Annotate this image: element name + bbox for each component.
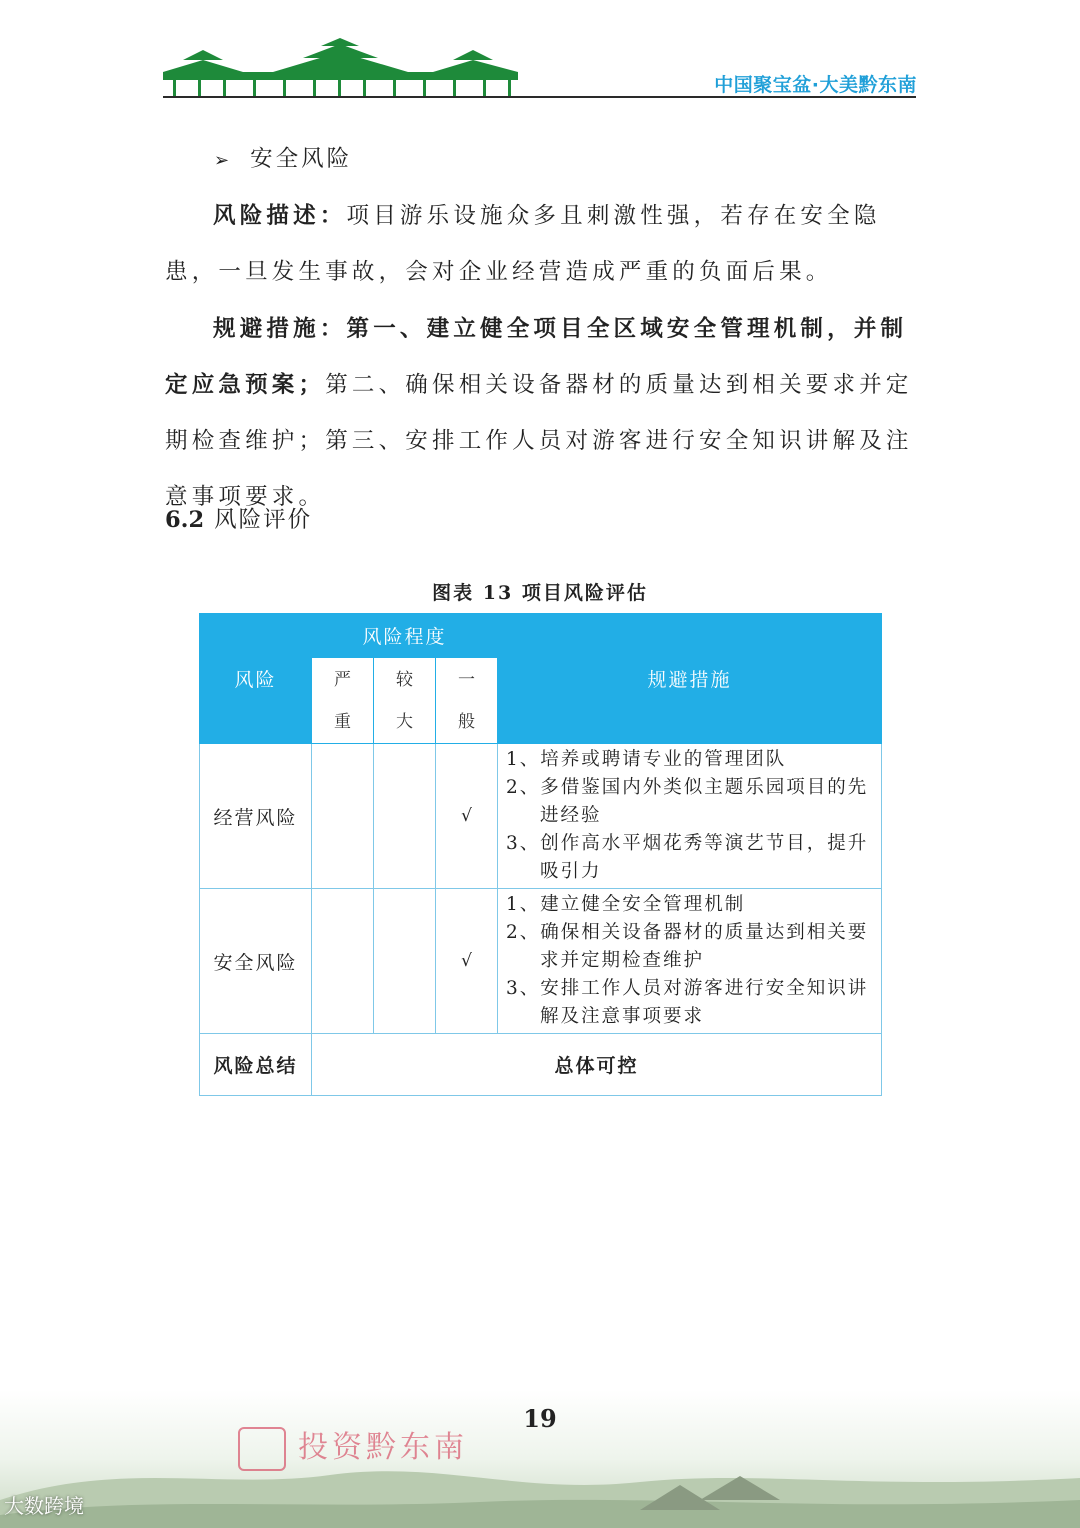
table-caption: 图表 13 项目风险评估 <box>432 582 648 604</box>
section-heading <box>165 502 312 534</box>
risk-measures-text-3: 第三、安排工作人员对游客进行安全知识讲解及注意事项要求。 <box>165 428 913 510</box>
risk-measures-text-2: 第二、确保相关设备器材的质量达到相关要求并定期检查维护； <box>165 372 913 454</box>
page-number: 19 <box>523 1404 557 1433</box>
risk-measures-paragraph <box>165 301 917 525</box>
header-rule <box>163 96 916 98</box>
summary-label: 风险总结 <box>200 1034 312 1096</box>
table-row <box>200 889 882 1034</box>
risk-name: 安全风险 <box>200 889 312 1034</box>
header-measures: 规避措施 <box>498 614 882 744</box>
measure-item: 1、培养或聘请专业的管理团队 <box>506 749 787 770</box>
measure-item: 3、安排工作人员对游客进行安全知识讲解及注意事项要求 <box>506 978 869 1027</box>
severe-mark <box>312 889 374 1034</box>
table-row <box>200 744 882 889</box>
arrow-bullet-icon: ➢ <box>214 150 233 171</box>
risk-description-label: 风险描述： <box>213 203 347 229</box>
risk-measures-text-1: 第一、建立健全项目全区域安全管理机制，并制定应急预案； <box>165 316 908 398</box>
summary-row <box>200 1034 882 1096</box>
measures-cell <box>498 889 882 1034</box>
general-check-mark: √ <box>436 744 498 889</box>
header-slogan: 中国聚宝盆·大美黔东南 <box>714 74 917 96</box>
footer-brand-text: 投资黔东南 <box>298 1430 468 1465</box>
watermark-text: 大数跨境 <box>4 1494 84 1518</box>
risk-bullet-heading <box>214 134 352 186</box>
header-risk-degree: 风险程度 <box>312 614 498 658</box>
measure-item: 2、确保相关设备器材的质量达到相关要求并定期检查维护 <box>506 922 869 971</box>
section-number: 6.2 <box>165 507 205 533</box>
risk-assessment-table <box>199 613 882 1096</box>
measures-cell <box>498 744 882 889</box>
risk-bullet-title: 安全风险 <box>250 146 353 172</box>
watermark <box>4 1490 84 1519</box>
header-risk: 风险 <box>200 614 312 744</box>
summary-value: 总体可控 <box>312 1034 882 1096</box>
risk-name: 经营风险 <box>200 744 312 889</box>
major-mark <box>374 744 436 889</box>
header-severe: 严重 <box>312 658 374 744</box>
header-pagoda-banner <box>163 38 518 98</box>
risk-measures-label: 规避措施： <box>213 316 347 342</box>
risk-description-paragraph <box>165 188 917 300</box>
header-major: 较大 <box>374 658 436 744</box>
measure-item: 2、多借鉴国内外类似主题乐园项目的先进经验 <box>506 777 869 826</box>
measure-item: 3、创作高水平烟花秀等演艺节目，提升吸引力 <box>506 833 869 882</box>
brand-seal-icon <box>238 1427 286 1471</box>
severe-mark <box>312 744 374 889</box>
measure-item: 1、建立健全安全管理机制 <box>506 894 746 915</box>
section-title: 风险评价 <box>214 507 313 533</box>
header-general: 一般 <box>436 658 498 744</box>
major-mark <box>374 889 436 1034</box>
general-check-mark: √ <box>436 889 498 1034</box>
risk-description-text: 项目游乐设施众多且刺激性强，若存在安全隐患，一旦发生事故，会对企业经营造成严重的负面后果。 <box>165 203 881 285</box>
